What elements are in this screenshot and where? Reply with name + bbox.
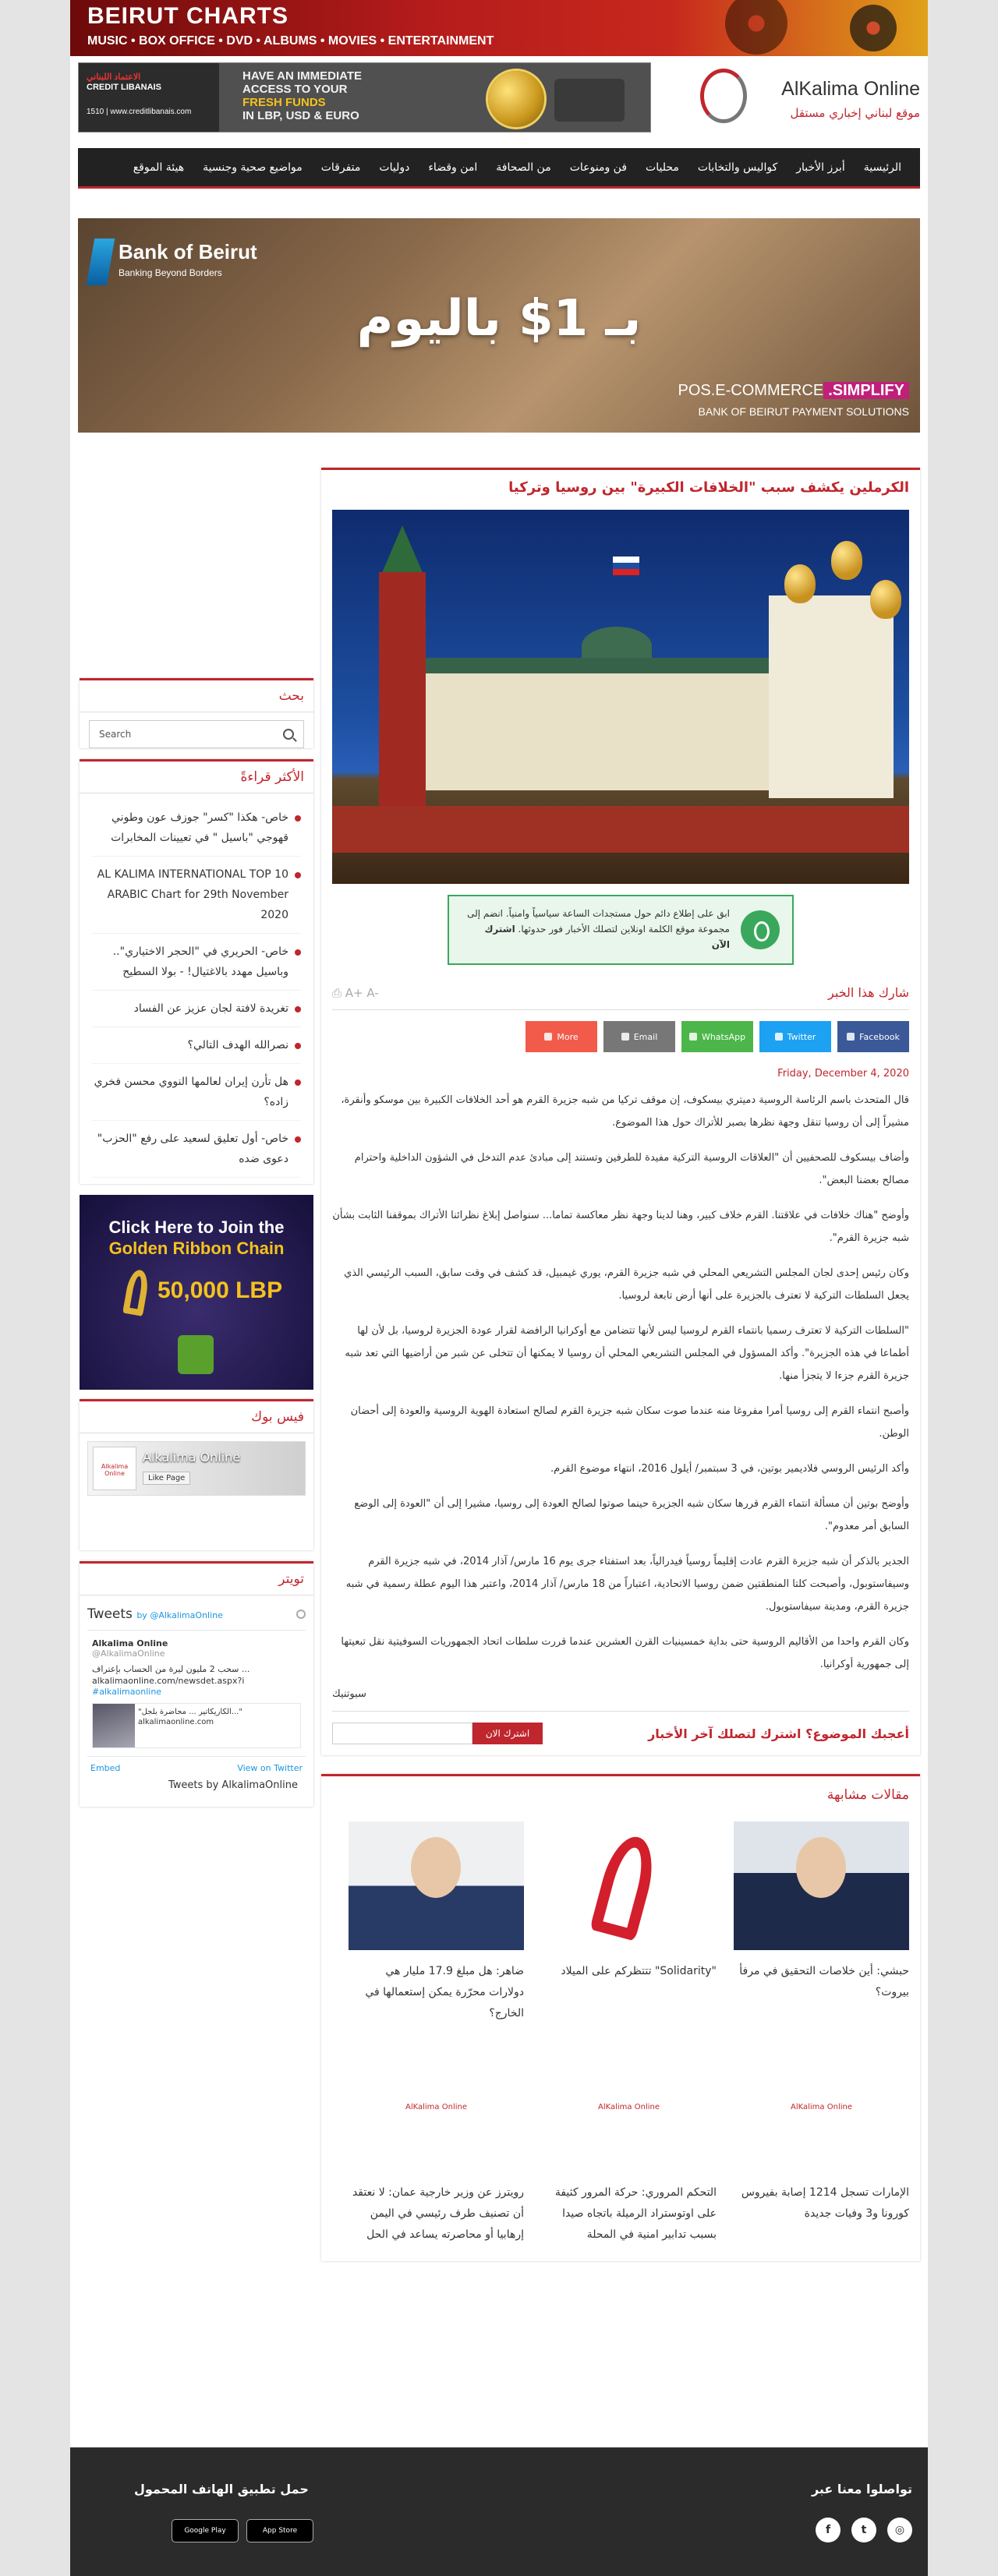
- footer-app: حمل تطبيق الهاتف المحمول: [134, 2482, 309, 2496]
- article-image: [332, 510, 909, 884]
- whatsapp-cta: اشترك الآن: [484, 924, 730, 950]
- app-store-button[interactable]: App Store: [246, 2519, 313, 2542]
- related-card[interactable]: حبشي: أين خلاصات التحقيق في مرفأ بيروت؟: [734, 1822, 909, 2024]
- most-read-item[interactable]: خاص- هكذا "كسر" جوزف عون وطوني قهوجي "باسيل " في تعيينات المخابرات: [92, 800, 301, 857]
- coin-icon: [488, 71, 544, 127]
- article-source: سبوتنيك: [332, 1688, 366, 1700]
- subscribe-button[interactable]: اشترك الان: [472, 1723, 543, 1744]
- fb-page-name: Alkalima Online: [143, 1450, 241, 1465]
- logo-name: AlKalima Online: [781, 78, 920, 100]
- twitter-box: [80, 1561, 313, 1807]
- golden-heading: Click Here to Join the Golden Ribbon Chain: [108, 1217, 285, 1258]
- ribbon-icon: [122, 1268, 150, 1316]
- search-input[interactable]: [89, 720, 304, 748]
- share-email-button[interactable]: Email: [603, 1021, 675, 1052]
- article-paragraph: الجدير بالذكر أن شبه جزيرة القرم عادت إقليماً روسياً فيدرالياً، بعد استفتاء جرى يوم 16 مارس/ آذار 2014، في شبه جزيرة القرم وسيفاستوبول، وأصبحت كلتا المنطقتين ضمن روسيا الاتحادية، اعتباراً من 18 مارس/ آذار 2014، واعتبر هذا اليوم عطلة رسمية في شبه جزيرة القرم، ومدينة سيفاستوبول.: [345, 1556, 909, 1613]
- main-nav: [78, 148, 920, 189]
- article-paragraph: وأكد الرئيس الروسي فلاديمير بوتين، في 3 سبتمبر/ أيلول 2016، انتهاء موضوع القرم.: [550, 1463, 909, 1475]
- print-icon: ⎙: [332, 985, 342, 1000]
- banner-subtitle: MUSIC • BOX OFFICE • DVD • ALBUMS • MOVIES • ENTERTAINMENT: [87, 34, 494, 48]
- plus-icon: [544, 1033, 552, 1041]
- search-placeholder: Search: [99, 729, 132, 740]
- nav-item[interactable]: من الصحافة: [496, 161, 551, 174]
- subscribe-input[interactable]: [332, 1723, 472, 1744]
- article-paragraph: وكان القرم واحدا من الأقاليم الروسية حتى بداية خمسينيات القرن العشرين عندما قررت سلطات اتحاد الجمهوريات السوفيتية نقل تبعيتها إلى جمهورية أوكرانيا.: [341, 1636, 909, 1670]
- facebook-icon[interactable]: f: [816, 2518, 841, 2542]
- embed-link[interactable]: Embed: [90, 1763, 121, 1773]
- related-card[interactable]: "Solidarity" تتتظركم على الميلاد: [541, 1822, 717, 2024]
- nav-item[interactable]: أبرز الأخبار: [796, 161, 845, 174]
- article-paragraph: "السلطات التركية لا تعترف رسميا بانتماء القرم لروسيا ليس لأنها تتضامن مع أوكرانيا الرافضة لقرار عودة الجزيرة لروسيا، بل لأن لها أطماعا في هذه الجزيرة". وأكد المسؤول في المجلس التشريعي المحلي أن روسيا لا يمكنها أن تتخلى عن شبر من أراضيها التي تعد شبه جزيرة القرم جزءا لا يتجزأ منها.: [345, 1325, 909, 1382]
- nav-item[interactable]: فن ومنوعات: [569, 161, 628, 174]
- facebook-title: فيس بوك: [80, 1401, 313, 1433]
- nav-item[interactable]: كواليس والتخابات: [697, 161, 778, 174]
- share-twitter-button[interactable]: Twitter: [759, 1021, 831, 1052]
- related-image: [349, 1822, 524, 1950]
- page: [70, 0, 928, 2576]
- whatsapp-icon: [741, 910, 780, 949]
- logo-mark-icon: [700, 69, 747, 123]
- site-logo[interactable]: [694, 62, 928, 134]
- wallet-icon: [554, 79, 625, 122]
- bank-logo-icon: [87, 239, 115, 285]
- most-read-item[interactable]: هل تأرن إيران لعالمها النووي محسن فخري زاده؟: [92, 1064, 301, 1121]
- tweet[interactable]: Alkalima Online @AlkalimaOnline سحب 2 مليون ليرة من الحساب بإعتراف ... alkalimaonline.com/newsdet.aspx?i #alkalimaonline "الكاريكاتير ... محاضرة بلجل..." alkalimaonline.com: [87, 1631, 306, 1757]
- nav-item[interactable]: هيئة الموقع: [133, 161, 185, 174]
- bob-logo: Bank of Beirut Banking Beyond Borders: [101, 240, 257, 278]
- article-title: الكرملين يكشف سبب "الخلافات الكبيرة" بين روسيا وتركيا: [508, 479, 909, 496]
- subscribe-bar: [332, 1711, 909, 1755]
- twitter-title: تويتر: [80, 1564, 313, 1595]
- header: [70, 56, 928, 142]
- whatsapp-subscribe-box[interactable]: ابق على إطلاع دائم حول مستجدات الساعة سياسياً وامنياً. انضم إلى مجموعة موقع الكلمة اونلاين لتصلك الأخبار فور حدوثها. اشترك الآن: [448, 895, 794, 965]
- email-icon: [621, 1033, 629, 1041]
- google-play-button[interactable]: Google Play: [172, 2519, 239, 2542]
- related-image: AlKalima Online: [541, 2043, 717, 2171]
- ribbon-icon: [589, 1831, 661, 1941]
- related-image: AlKalima Online: [734, 2043, 909, 2171]
- ad-text: HAVE AN IMMEDIATE ACCESS TO YOUR FRESH FUNDS IN LBP, USD & EURO: [242, 69, 363, 122]
- footer: [70, 2447, 928, 2576]
- share-title: شارك هذا الخبر: [828, 985, 909, 1000]
- logo-tagline: موقع لبناني إخباري مستقل: [790, 106, 920, 120]
- related-image: AlKalima Online: [349, 2043, 524, 2171]
- related-image: [734, 1822, 909, 1950]
- related-image: [541, 1822, 717, 1950]
- tweets-by-link[interactable]: Tweets by AlkalimaOnline: [168, 1779, 298, 1791]
- golden-ribbon-ad[interactable]: [80, 1195, 313, 1390]
- social-links: [816, 2518, 912, 2542]
- most-read-item[interactable]: تغريدة لافتة لجان عزيز عن الفساد: [92, 991, 301, 1027]
- golden-amount: 50,000 LBP: [157, 1277, 283, 1303]
- bank-of-beirut-ad[interactable]: [78, 218, 920, 433]
- footer-contact: تواصلوا معنا عبر: [811, 2482, 912, 2496]
- credit-libanais-ad[interactable]: [78, 62, 651, 133]
- search-icon[interactable]: [283, 729, 294, 740]
- fb-like-button[interactable]: Like Page: [143, 1472, 190, 1485]
- related-card[interactable]: AlKalima Online التحكم المروري: حركة المرور كثيفة على اوتوستراد الرميلة باتجاه صيدا بسبب تدابير امنية في المحلة: [541, 2043, 717, 2246]
- most-read-item[interactable]: خاص- الحريري في "الحجر الاختياري".. وباسيل مهدد بالاغتيال! - بولا السطيح: [92, 934, 301, 991]
- tweet-card-image: [93, 1704, 135, 1747]
- info-icon[interactable]: [296, 1610, 306, 1619]
- article-paragraph: وأوضح "هناك خلافات في علاقتنا. القرم خلاف كبير، وهنا لدينا وجهة نظر معاكسة تماما... سنواصل إبلاغ نظرائنا الأتراك بموقفنا الثابت بشأن شبه جزيرة القرم".: [332, 1210, 909, 1244]
- vinyl-icon: [850, 5, 897, 51]
- flag-icon: [613, 557, 639, 575]
- nav-item[interactable]: محليات: [646, 161, 679, 174]
- share-more-button[interactable]: More: [526, 1021, 597, 1052]
- related-articles: [321, 1774, 920, 2261]
- twitter-icon: [775, 1033, 783, 1041]
- article-paragraph: وكان رئيس إحدى لجان المجلس التشريعي المحلي في شبه جزيرة القرم، يوري غيمبيل، قد كشف في وقت سابق، السبب الرئيسي الذي يجعل السلطات التركية لا تعترف بالجزيرة على أنها أرض تابعة لروسيا.: [344, 1267, 909, 1302]
- article: [321, 468, 920, 2261]
- facebook-icon: [847, 1033, 855, 1041]
- vinyl-icon: [725, 0, 787, 55]
- subscribe-question: أعجبك الموضوع؟ اشترك لتصلك آخر الأخبار: [648, 1726, 909, 1741]
- article-date: Friday, December 4, 2020: [777, 1068, 909, 1080]
- facebook-page-widget[interactable]: [87, 1441, 306, 1496]
- related-title: مقالات مشابهة: [826, 1787, 909, 1803]
- view-on-twitter-link[interactable]: View on Twitter: [237, 1763, 303, 1773]
- tweet-card[interactable]: "الكاريكاتير ... محاضرة بلجل..." alkalimaonline.com: [92, 1703, 301, 1748]
- ad-slogan: بـ 1$ باليوم: [356, 290, 642, 348]
- font-tools[interactable]: ⎙ A+ A-: [332, 985, 379, 1000]
- nav-item[interactable]: امن وقضاء: [428, 161, 478, 174]
- article-paragraph: وأوضح بوتين أن مسألة انتماء القرم قررها سكان شبه الجزيرة حينما صوتوا لصالح العودة إلى روسيا، مشيرا إلى أن "العودة إلى الوضع السابق أمر معدوم".: [354, 1498, 909, 1532]
- search-box: [80, 678, 313, 748]
- related-card[interactable]: AlKalima Online الإمارات تسجل 1214 إصابة بفيروس كورونا و3 وفيات جديدة: [734, 2043, 909, 2246]
- whatsapp-icon: [689, 1033, 697, 1041]
- most-read-item[interactable]: خاص- أول تعليق لسعيد على رفع "الحزب" دعوى ضده: [92, 1121, 301, 1178]
- most-read-title: الأكثر قراءةً: [80, 761, 313, 793]
- facebook-box: [80, 1399, 313, 1550]
- instagram-icon[interactable]: ◎: [887, 2518, 912, 2542]
- article-paragraph: وأضاف بيسكوف للصحفيين أن "العلاقات الروسية التركية مفيدة للطرفين وتستند إلى مبادئ عدم التدخل في الشؤون الداخلية واحترام مصالح بعضنا البعض".: [354, 1152, 909, 1186]
- ad-brand: الاعتماد اللبناني CREDIT LIBANAIS 1510 | www.creditlibanais.com: [87, 72, 192, 116]
- nav-item[interactable]: مواضيع صحية وجنسية: [203, 161, 303, 174]
- search-title: بحث: [80, 680, 313, 712]
- ad-payment: BANK OF BEIRUT PAYMENT SOLUTIONS: [698, 405, 909, 418]
- app-store-links: [172, 2519, 313, 2542]
- twitter-icon[interactable]: t: [851, 2518, 876, 2542]
- nav-item[interactable]: الرئيسية: [863, 161, 901, 174]
- page-logo: Alkalima Online: [93, 1447, 136, 1490]
- nav-item[interactable]: دوليات: [379, 161, 410, 174]
- beirut-charts-banner[interactable]: [70, 0, 928, 56]
- most-read-item[interactable]: AL KALIMA INTERNATIONAL TOP 10 ARABIC Chart for 29th November 2020: [92, 857, 301, 934]
- share-facebook-button[interactable]: Facebook: [837, 1021, 909, 1052]
- banner-title: BEIRUT CHARTS: [87, 3, 288, 29]
- article-paragraph: قال المتحدث باسم الرئاسة الروسية دميتري بيسكوف، إن موقف تركيا من شبه جزيرة القرم هو أحد الخلافات الكبيرة بين موسكو وأنقرة، مشيراً إلى أن روسيا تنقل وجهة نظرها بصبر للأتراك حول هذا الموضوع.: [341, 1094, 909, 1129]
- app-icon: [178, 1335, 214, 1374]
- article-paragraph: وأصبح انتماء القرم إلى روسيا أمرا مفروغا منه عندما صوت سكان شبه جزيرة القرم لصالح استعادة الهوية الروسية والعودة إلى أحضان الوطن.: [350, 1405, 909, 1440]
- related-card[interactable]: ضاهر: هل مبلغ 17.9 مليار هي دولارات محرّرة يمكن إستعمالها في الخارج؟: [349, 1822, 524, 2024]
- nav-item[interactable]: متفرقات: [320, 161, 361, 174]
- most-read-item[interactable]: نصرالله الهدف التالي؟: [92, 1027, 301, 1064]
- ad-simplify: POS.E-COMMERCE .SIMPLIFY: [678, 382, 909, 400]
- sidebar: [80, 678, 313, 1818]
- related-card[interactable]: AlKalima Online رويترز عن وزير خارجية عمان: لا نعتقد أن تصنيف طرف رئيسي في اليمن إرهابيا أو محاصرته يساعد في الحل: [349, 2043, 524, 2246]
- most-read-box: [80, 759, 313, 1184]
- tweets-header: Tweets by @AlkalimaOnline: [87, 1606, 223, 1622]
- share-whatsapp-button[interactable]: WhatsApp: [681, 1021, 753, 1052]
